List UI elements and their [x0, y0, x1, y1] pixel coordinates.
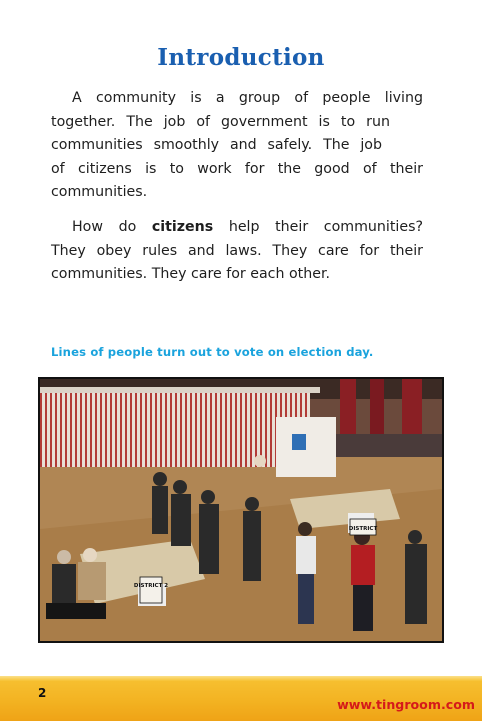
paragraph-line: communities. They care for each other.	[51, 266, 330, 283]
district-sign-left: DISTRICT 2	[133, 583, 169, 589]
citizens-paragraph	[51, 216, 423, 287]
district-sign-right: DISTRICT	[348, 526, 378, 532]
paragraph-line: together. The job of government is to run	[51, 113, 390, 130]
paragraph-line: of citizens is to work for the good of their	[51, 160, 423, 177]
keyword-citizens: citizens	[151, 219, 214, 235]
text-run: How do	[72, 219, 152, 235]
paragraph-line: communities.	[51, 184, 148, 201]
page-title: Introduction	[157, 44, 325, 71]
page-number: 2	[38, 686, 47, 700]
paragraph-line: They obey rules and laws. They care for their	[51, 242, 423, 259]
intro-paragraph	[51, 87, 423, 205]
text-run: help their communities?	[213, 219, 423, 235]
photo-caption: Lines of people turn out to vote on election day.	[51, 345, 374, 359]
watermark: www.tingroom.com	[337, 697, 475, 712]
paragraph-line: A community is a group of people living	[72, 90, 423, 106]
paragraph-line: communities smoothly and safely. The job	[51, 137, 382, 154]
election-day-photo	[38, 377, 444, 643]
paragraph-line	[51, 216, 423, 240]
voting-scene-illustration	[40, 379, 442, 641]
